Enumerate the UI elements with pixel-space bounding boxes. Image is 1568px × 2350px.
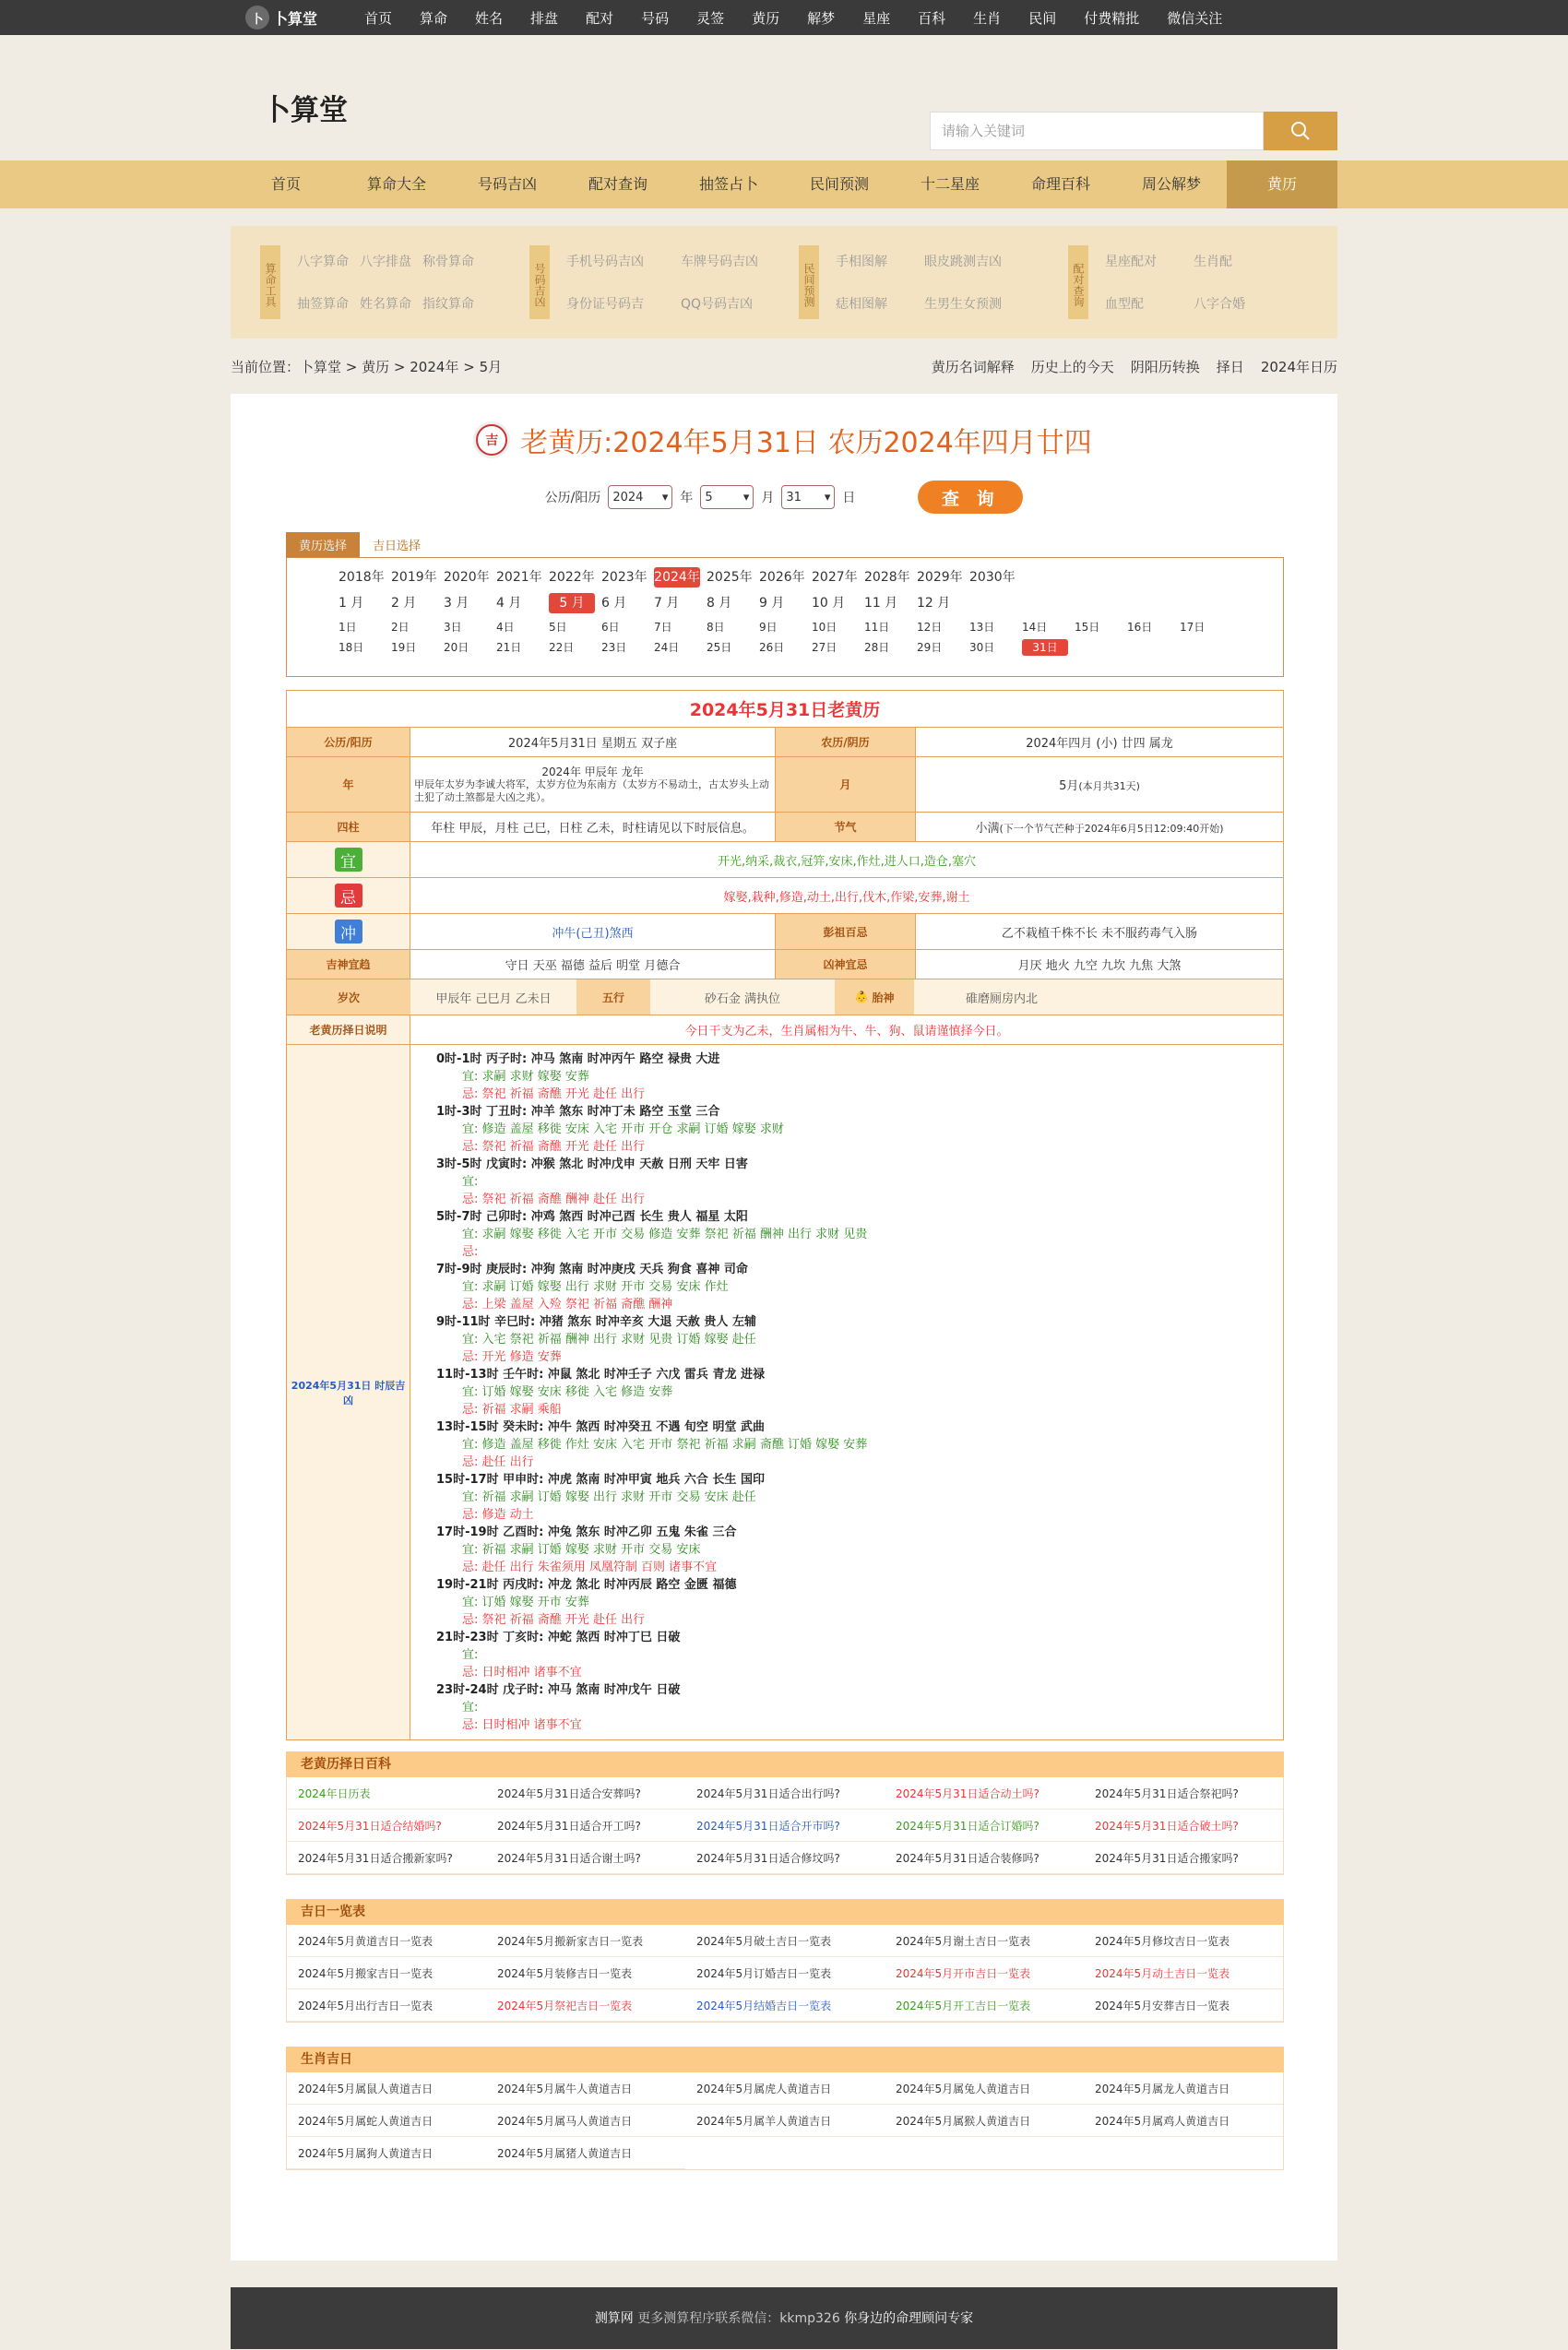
main-nav-item[interactable]: 号码吉凶 [477,175,537,193]
value-lucky-gods: 守日 天巫 福德 益后 明堂 月德合 [410,950,776,979]
header [0,35,1568,160]
almanac-table [286,690,1284,1740]
ji-icon: 忌 [335,884,362,908]
quick-link[interactable]: 历史上的今天 [1030,358,1114,375]
hour-ji: 忌: 开光 修造 安葬 [462,1350,562,1364]
hour-heading: 19时-21时 丙戌时: 冲龙 煞北 时冲丙辰 路空 金匮 福德 [436,1578,737,1592]
hour-heading: 23时-24时 戊子时: 冲马 煞南 时冲戊午 日破 [436,1683,681,1697]
hour-heading: 5时-7时 己卯时: 冲鸡 煞西 时冲己酉 长生 贵人 福星 太阳 [436,1210,748,1224]
label-month: 月 [776,757,916,813]
month-option[interactable]: 12 月 [917,596,951,611]
day-option[interactable]: 13日 [969,621,995,634]
day-option[interactable]: 23日 [601,641,627,654]
label-note: 老黄历择日说明 [287,1015,410,1045]
top-bar [0,0,1568,35]
hour-ji: 忌: 修造 动土 [462,1508,534,1522]
day-select[interactable]: 31 ▾ [781,485,835,509]
baike-link[interactable]: 2024年5月31日适合订婚吗? [885,1810,1084,1842]
month-option[interactable]: 11 月 [864,596,898,611]
shengxiao-link[interactable]: 2024年5月属虎人黄道吉日 [685,2072,885,2105]
hour-yi: 宜: 祈福 求嗣 订婚 嫁娶 出行 求财 开市 交易 安床 赴任 [462,1490,756,1504]
top-nav-item[interactable]: 首页 [364,9,393,27]
logo-icon: 卜 [245,6,269,30]
shengxiao-link[interactable]: 2024年5月属猪人黄道吉日 [486,2137,685,2169]
month-option[interactable]: 6 月 [601,596,627,611]
chevron-down-icon: ▾ [742,490,750,504]
baike-link[interactable]: 2024年5月31日适合谢土吗? [486,1842,685,1874]
jiri-link[interactable]: 2024年5月开市吉日一览表 [885,1957,1084,1989]
baike-link[interactable]: 2024年5月31日适合破土吗? [1084,1810,1283,1842]
year-option[interactable]: 2021年 [496,570,542,585]
day-option[interactable]: 2日 [391,621,410,634]
shengxiao-link[interactable]: 2024年5月属猴人黄道吉日 [885,2105,1084,2137]
jiri-link[interactable]: 2024年5月开工吉日一览表 [885,1989,1084,2022]
tool-group [260,245,529,319]
tool-group [799,245,1068,319]
main-nav-item[interactable]: 首页 [270,175,301,193]
suici-row [287,979,1284,1015]
tool-link[interactable]: 生男生女预测 [924,297,1002,312]
shengxiao-link[interactable]: 2024年5月属兔人黄道吉日 [885,2072,1084,2105]
label-taishen: 👶 胎神 [835,979,914,1015]
day-option[interactable]: 8日 [707,621,725,634]
jiri-link[interactable]: 2024年5月订婚吉日一览表 [685,1957,885,1989]
jiri-title: 吉日一览表 [286,1899,1284,1925]
jiri-link[interactable]: 2024年5月搬家吉日一览表 [287,1957,486,1989]
jiri-link[interactable]: 2024年5月安葬吉日一览表 [1084,1989,1283,2022]
baike-grid [286,1777,1284,1875]
hour-ji: 忌: 祭祀 祈福 斋醮 开光 赴任 出行 [462,1140,646,1154]
jiri-link[interactable]: 2024年5月动土吉日一览表 [1084,1957,1283,1989]
hour-ji: 忌: 赴任 出行 [462,1455,534,1469]
day-option[interactable]: 27日 [812,641,837,654]
page-title [231,420,1337,460]
tool-group-label: 号码吉凶 [529,245,550,319]
top-nav-item[interactable]: 灵签 [696,9,725,27]
hour-heading: 3时-5时 戊寅时: 冲猴 煞北 时冲戊申 天赦 日刑 天牢 日害 [436,1157,748,1171]
label-lunar: 农历/阴历 [776,728,916,757]
day-option[interactable]: 12日 [917,621,943,634]
tool-group [1068,245,1337,319]
tool-links [566,252,758,313]
tab-almanac[interactable]: 黄历选择 [286,532,360,557]
hour-yi: 宜: 订婚 嫁娶 安床 移徙 入宅 修造 安葬 [462,1385,673,1399]
hour-heading: 17时-19时 乙酉时: 冲兔 煞东 时冲乙卯 五鬼 朱雀 三合 [436,1525,737,1539]
chevron-down-icon: ▾ [661,490,669,504]
top-nav [350,8,1236,28]
jiri-grid [286,1925,1284,2023]
hour-ji: 忌: 祭祀 祈福 斋醮 开光 赴任 出行 [462,1087,646,1101]
yi-icon: 宜 [335,848,362,872]
breadcrumb-link[interactable]: 2024年 [410,358,459,375]
jiri-section [286,1899,1284,2023]
tool-link[interactable]: 痣相图解 [836,297,887,312]
breadcrumb-separator: > [389,358,410,375]
tool-link[interactable]: 血型配 [1105,297,1144,312]
year-option[interactable]: 2029年 [917,570,963,585]
day-option[interactable]: 20日 [444,641,469,654]
picker-tabs [286,532,1337,557]
day-option[interactable]: 1日 [339,621,357,634]
day-option[interactable]: 16日 [1127,621,1153,634]
year-option[interactable]: 2027年 [812,570,858,585]
baike-link[interactable]: 2024年5月31日适合动土吗? [885,1777,1084,1810]
value-month: 5月(本月共31天) [916,757,1284,813]
top-nav-item[interactable]: 配对 [586,9,614,27]
ji-cell [287,878,410,914]
tool-group-label: 算命工具 [260,245,280,319]
hour-heading: 9时-11时 辛巳时: 冲猪 煞东 时冲辛亥 大退 天赦 贵人 左辅 [436,1315,756,1329]
tool-link[interactable]: 身份证号码吉 [566,297,644,312]
day-option[interactable]: 25日 [707,641,732,654]
tool-link[interactable]: 八字算命 [297,255,349,269]
month-row [287,593,1283,613]
top-nav-item[interactable]: 星座 [862,9,891,27]
hour-ji: 忌: 日时相冲 诸事不宜 [462,1666,582,1679]
year-option[interactable]: 2026年 [759,570,805,585]
month-option[interactable]: 1 月 [339,596,364,611]
tool-link[interactable]: 姓名算命 [360,297,411,312]
hour-yi: 宜: 修造 盖屋 移徙 安床 入宅 开市 开仓 求嗣 订婚 嫁娶 求财 [462,1122,784,1136]
value-taishen: 碓磨厕房内北 [914,979,1283,1015]
breadcrumb-separator: > [341,358,362,375]
shengxiao-link[interactable]: 2024年5月属鼠人黄道吉日 [287,2072,486,2105]
tools-panel [231,226,1337,338]
jiri-link[interactable]: 2024年5月祭祀吉日一览表 [486,1989,685,2022]
day-row-1 [287,619,1283,634]
label-suici: 岁次 [287,979,410,1015]
baike-section [286,1751,1284,1875]
day-option[interactable]: 15日 [1075,621,1100,634]
month-option[interactable]: 2 月 [391,596,417,611]
month-select[interactable]: 5 ▾ [700,485,754,509]
label-solar-term: 节气 [776,813,916,842]
site-brand[interactable]: 卜算堂 [262,94,348,127]
shengxiao-title: 生肖吉日 [286,2047,1284,2072]
quick-link[interactable]: 黄历名词解释 [931,358,1015,375]
shengxiao-grid [286,2072,1284,2170]
day-option[interactable]: 24日 [654,641,680,654]
baike-link[interactable]: 2024年日历表 [287,1777,486,1810]
yi-cell [287,842,410,878]
baike-link[interactable]: 2024年5月31日适合搬新家吗? [287,1842,486,1874]
day-option[interactable]: 7日 [654,621,672,634]
month-option[interactable]: 5 月 [549,593,595,613]
month-option[interactable]: 10 月 [812,596,846,611]
tool-link[interactable]: 眼皮跳测吉凶 [924,255,1002,269]
chong-cell [287,914,410,950]
page-heading: 老黄历:2024年5月31日 农历2024年四月廿四 [520,427,1092,459]
hour-ji: 忌: 日时相冲 诸事不宜 [462,1718,582,1732]
jiri-link[interactable]: 2024年5月结婚吉日一览表 [685,1989,885,2022]
tool-link[interactable]: 车牌号码吉凶 [681,255,758,269]
tool-group-label: 配对查询 [1068,245,1088,319]
tool-link[interactable]: 八字排盘 [360,255,411,269]
shengxiao-link[interactable]: 2024年5月属狗人黄道吉日 [287,2137,486,2169]
hour-heading: 7时-9时 庚辰时: 冲狗 煞南 时冲庚戌 天兵 狗食 喜神 司命 [436,1263,748,1276]
day-option[interactable]: 19日 [391,641,417,654]
tool-link[interactable]: 星座配对 [1105,255,1157,269]
quick-link[interactable]: 择日 [1216,358,1244,375]
day-option[interactable]: 18日 [339,641,364,654]
label-pillars: 四柱 [287,813,410,842]
day-option[interactable]: 14日 [1022,621,1048,634]
label-lucky-gods: 吉神宜趋 [287,950,410,979]
footer: 测算网 更多测算程序联系微信：kkmp326 你身边的命理顾问专家 [231,2287,1337,2349]
breadcrumb-left [231,357,502,376]
day-option[interactable]: 21日 [496,641,522,654]
tool-link[interactable]: 八字合婚 [1194,297,1245,312]
shengxiao-link[interactable]: 2024年5月属鸡人黄道吉日 [1084,2105,1283,2137]
hour-ji: 忌: 上梁 盖屋 入殓 祭祀 祈福 斋醮 酬神 [462,1298,673,1311]
main-content [231,394,1337,2261]
day-option[interactable]: 5日 [549,621,567,634]
jiri-link[interactable]: 2024年5月谢土吉日一览表 [885,1925,1084,1957]
baike-link[interactable]: 2024年5月31日适合装修吗? [885,1842,1084,1874]
value-year: 2024年 甲辰年 龙年 甲辰年太岁为李诚大将军，太岁方位为东南方（太岁方不易动土，古太岁头上动土犯了动土煞都是大凶之兆）。 [410,757,776,813]
jiri-link[interactable]: 2024年5月装修吉日一览表 [486,1957,685,1989]
value-note: 今日干支为乙未，生肖属相为牛、牛、狗、鼠请谨慎择今日。 [410,1015,1284,1045]
top-nav-item[interactable]: 号码 [641,9,670,27]
value-pengzu: 乙不栽植千株不长 未不服药毒气入肠 [916,914,1284,950]
value-lunar: 2024年四月 (小) 廿四 属龙 [916,728,1284,757]
day-option[interactable]: 3日 [444,621,462,634]
tool-group [529,245,799,319]
year-select[interactable]: 2024 ▾ [608,485,672,509]
hour-ji: 忌: 赴任 出行 朱雀须用 凤凰符制 百则 诸事不宜 [462,1561,718,1574]
day-option[interactable]: 6日 [601,621,620,634]
baike-link[interactable]: 2024年5月31日适合修坟吗? [685,1842,885,1874]
breadcrumb-link[interactable]: 5月 [479,358,503,375]
year-option[interactable]: 2028年 [864,570,910,585]
baby-icon: 👶 [854,991,869,1003]
top-nav-item[interactable]: 姓名 [475,9,504,27]
hour-ji: 忌: 祈福 求嗣 乘船 [462,1403,562,1417]
hour-heading: 1时-3时 丁丑时: 冲羊 煞东 时冲丁未 路空 玉堂 三合 [436,1105,720,1119]
baike-link[interactable]: 2024年5月31日适合结婚吗? [287,1810,486,1842]
baike-link[interactable]: 2024年5月31日适合安葬吗? [486,1777,685,1810]
main-nav-item[interactable]: 配对查询 [588,175,647,193]
day-option[interactable]: 17日 [1180,621,1206,634]
tab-auspicious[interactable]: 吉日选择 [373,540,422,553]
day-option[interactable]: 10日 [812,621,837,634]
value-evil-gods: 月厌 地火 九空 九坎 九焦 大煞 [916,950,1284,979]
jiri-link[interactable]: 2024年5月搬新家吉日一览表 [486,1925,685,1957]
top-logo[interactable]: 卜 卜算堂 [245,6,350,30]
day-row-2 [287,639,1283,654]
search-button[interactable] [1264,112,1337,150]
value-chong: 冲牛(己丑)煞西 [410,914,776,950]
query-label: 公历/阳历 [544,491,601,505]
shengxiao-link[interactable]: 2024年5月属蛇人黄道吉日 [287,2105,486,2137]
main-nav-item[interactable]: 命理百科 [1030,175,1090,193]
hour-ji: 忌: 祭祀 祈福 斋醮 开光 赴任 出行 [462,1613,646,1627]
month-option[interactable]: 8 月 [707,596,732,611]
value-pillars: 年柱 甲辰，月柱 己巳，日柱 乙未，时柱请见以下时辰信息。 [410,813,776,842]
hour-list [410,1045,1284,1740]
value-yi: 开光,纳采,裁衣,冠笄,安床,作灶,进人口,造仓,塞穴 [410,842,1284,878]
label-wuxing: 五行 [576,979,650,1015]
hour-ji: 忌: 祭祀 祈福 斋醮 酬神 赴任 出行 [462,1193,646,1206]
breadcrumb-prefix: 当前位置： [231,358,301,375]
value-solar: 2024年5月31日 星期五 双子座 [410,728,776,757]
tool-links [1105,252,1245,313]
year-option[interactable]: 2025年 [707,570,753,585]
year-option[interactable]: 2023年 [601,570,647,585]
chevron-down-icon: ▾ [824,490,831,504]
shengxiao-link[interactable]: 2024年5月属马人黄道吉日 [486,2105,685,2137]
baike-link[interactable]: 2024年5月31日适合搬家吗? [1084,1842,1283,1874]
baike-link[interactable]: 2024年5月31日适合祭祀吗? [1084,1777,1283,1810]
year-option[interactable]: 2020年 [444,570,490,585]
main-nav-item[interactable]: 黄历 [1227,160,1337,208]
hour-yi: 宜: 祈福 求嗣 订婚 嫁娶 求财 开市 交易 安床 [462,1543,701,1557]
jiri-link[interactable]: 2024年5月黄道吉日一览表 [287,1925,486,1957]
day-option[interactable]: 4日 [496,621,515,634]
main-nav [0,160,1568,208]
label-evil-gods: 凶神宜忌 [776,950,916,979]
tool-link[interactable]: 生肖配 [1194,255,1232,269]
hour-yi: 宜: [462,1175,479,1189]
baike-link[interactable]: 2024年5月31日适合开市吗? [685,1810,885,1842]
baike-link[interactable]: 2024年5月31日适合出行吗? [685,1777,885,1810]
top-nav-item[interactable]: 排盘 [530,9,559,27]
label-hours: 2024年5月31日 时辰吉凶 [287,1045,410,1740]
breadcrumb-link[interactable]: 卜算堂 [300,358,342,375]
month-option[interactable]: 3 月 [444,596,469,611]
hour-heading: 11时-13时 壬午时: 冲鼠 煞北 时冲壬子 六戊 雷兵 青龙 进禄 [436,1368,765,1382]
top-nav-item[interactable]: 微信关注 [1167,9,1223,27]
hour-yi: 宜: 入宅 祭祀 祈福 酬神 出行 求财 见贵 订婚 嫁娶 赴任 [462,1333,756,1347]
main-nav-item[interactable]: 周公解梦 [1141,175,1201,193]
hour-yi: 宜: 订婚 嫁娶 开市 安葬 [462,1596,589,1609]
tool-link[interactable]: 手相图解 [836,255,887,269]
hour-heading: 13时-15时 癸未时: 冲牛 煞西 时冲癸丑 不遇 旬空 明堂 武曲 [436,1420,765,1434]
date-picker [286,557,1284,677]
hour-yi: 宜: 求嗣 订婚 嫁娶 出行 求财 开市 交易 安床 作灶 [462,1280,729,1294]
month-option[interactable]: 9 月 [759,596,785,611]
shengxiao-link[interactable]: 2024年5月属牛人黄道吉日 [486,2072,685,2105]
top-nav-item[interactable]: 付费精批 [1084,9,1140,27]
jiri-link[interactable]: 2024年5月出行吉日一览表 [287,1989,486,2022]
search-input[interactable]: 请输入关键词 [930,112,1264,150]
day-option[interactable]: 22日 [549,641,575,654]
day-option[interactable]: 30日 [969,641,995,654]
quick-link[interactable]: 阴阳历转换 [1130,358,1200,375]
day-option[interactable]: 11日 [864,621,890,634]
year-option[interactable]: 2018年 [339,570,385,585]
day-option[interactable]: 26日 [759,641,785,654]
value-wuxing: 砂石金 满执位 [650,979,835,1015]
almanac-caption: 2024年5月31日老黄历 [287,691,1284,728]
main-nav-item[interactable]: 抽签占卜 [698,175,758,193]
hour-yi: 宜: [462,1648,479,1662]
jiri-link[interactable]: 2024年5月破土吉日一览表 [685,1925,885,1957]
hour-ji: 忌: [462,1245,479,1259]
baike-title: 老黄历择日百科 [286,1751,1284,1777]
label-year: 年 [287,757,410,813]
hour-yi: 宜: [462,1701,479,1715]
breadcrumb-link[interactable]: 黄历 [362,358,390,375]
breadcrumb-right [915,357,1337,376]
shengxiao-link[interactable]: 2024年5月属龙人黄道吉日 [1084,2072,1283,2105]
shengxiao-link[interactable]: 2024年5月属羊人黄道吉日 [685,2105,885,2137]
search-box [930,112,1337,150]
tool-link[interactable]: 手机号码吉凶 [566,255,644,269]
tool-link[interactable]: 抽签算命 [297,297,349,312]
top-nav-item[interactable]: 生肖 [973,9,1002,27]
month-option[interactable]: 4 月 [496,596,522,611]
value-suici: 甲辰年 己巳月 乙未日 [410,979,576,1015]
top-nav-item[interactable]: 百科 [918,9,946,27]
tool-links [297,252,474,313]
chong-icon: 冲 [335,920,362,944]
top-nav-item[interactable]: 黄历 [752,9,780,27]
hour-yi: 宜: 求嗣 求财 嫁娶 安葬 [462,1070,589,1084]
label-solar: 公历/阳历 [287,728,410,757]
day-option[interactable]: 31日 [1022,639,1068,656]
hour-yi: 宜: 修造 盖屋 移徙 作灶 安床 入宅 开市 祭祀 祈福 求嗣 斋醮 订婚 嫁娶 安葬 [462,1438,868,1452]
main-nav-item[interactable]: 十二星座 [920,175,980,193]
hour-yi: 宜: 求嗣 嫁娶 移徙 入宅 开市 交易 修造 安葬 祭祀 祈福 酬神 出行 求财 见贵 [462,1228,868,1241]
tool-group-label: 民间预测 [799,245,819,319]
top-nav-item[interactable]: 算命 [420,9,448,27]
date-query: 公历/阳历 2024 ▾ 年 5 ▾ 月 31 ▾ 日 查 询 [231,481,1337,514]
breadcrumb [231,338,1337,394]
main-nav-item[interactable]: 民间预测 [809,175,869,193]
shengxiao-section [286,2047,1284,2170]
query-button[interactable]: 查 询 [918,481,1023,514]
breadcrumb-separator: > [458,358,480,375]
quick-link[interactable]: 2024年日历 [1260,358,1337,375]
main-nav-item[interactable]: 算命大全 [366,175,426,193]
year-row [287,567,1283,588]
year-option[interactable]: 2022年 [549,570,595,585]
tool-links [836,252,1002,313]
year-option[interactable]: 2030年 [969,570,1016,585]
tool-link[interactable]: QQ号码吉凶 [681,297,754,312]
tool-link[interactable]: 指纹算命 [422,297,474,312]
hour-heading: 21时-23时 丁亥时: 冲蛇 煞西 时冲丁巳 日破 [436,1631,681,1644]
hour-heading: 0时-1时 丙子时: 冲马 煞南 时冲丙午 路空 禄贵 大进 [436,1052,720,1066]
jiri-link[interactable]: 2024年5月修坟吉日一览表 [1084,1925,1283,1957]
year-option[interactable]: 2024年 [654,567,700,588]
value-solar-term: 小满(下一个节气芒种于2024年6月5日12:09:40开始) [916,813,1284,842]
hour-heading: 15时-17时 甲申时: 冲虎 煞南 时冲甲寅 地兵 六合 长生 国印 [436,1473,765,1487]
value-ji: 嫁娶,栽种,修造,动土,出行,伐木,作梁,安葬,谢土 [410,878,1284,914]
top-nav-item[interactable]: 解梦 [807,9,836,27]
search-icon [1290,121,1311,141]
tool-link[interactable]: 称骨算命 [422,255,474,269]
month-option[interactable]: 7 月 [654,596,680,611]
label-pengzu: 彭祖百忌 [776,914,916,950]
day-option[interactable]: 28日 [864,641,890,654]
day-option[interactable]: 29日 [917,641,943,654]
ji-badge-icon: 吉 [476,424,507,456]
day-option[interactable]: 9日 [759,621,778,634]
top-nav-item[interactable]: 民间 [1028,9,1057,27]
baike-link[interactable]: 2024年5月31日适合开工吗? [486,1810,685,1842]
year-option[interactable]: 2019年 [391,570,437,585]
